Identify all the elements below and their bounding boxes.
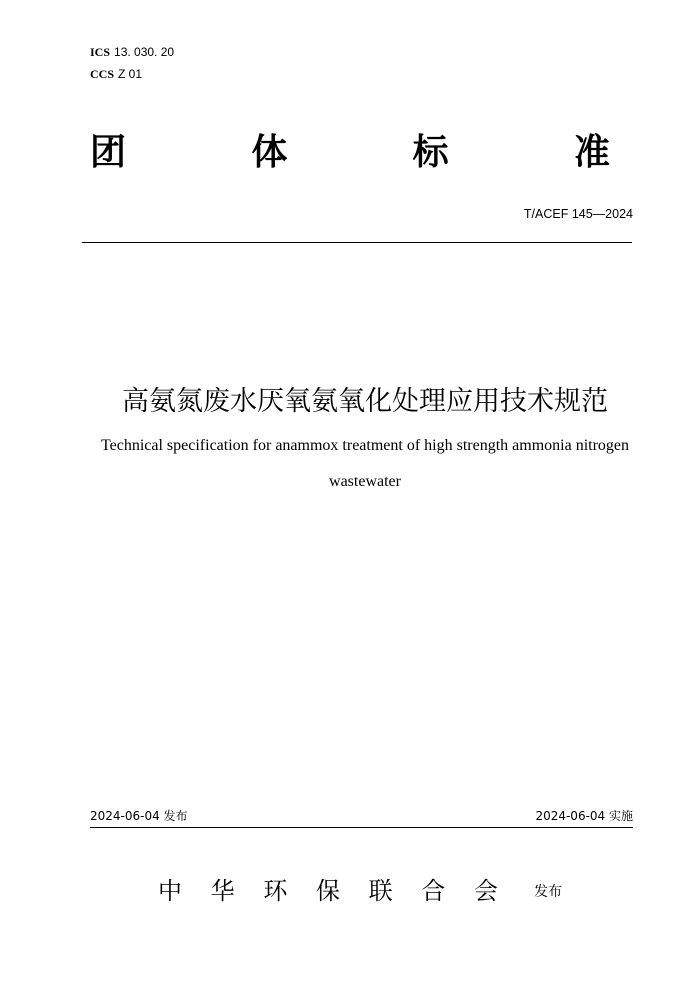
standard-type-char: 体 [251,132,288,173]
ics-label: ICS [90,45,111,59]
publisher-char: 华 [210,877,235,905]
standard-type-char: 标 [412,132,449,173]
publisher-char: 合 [421,877,446,905]
title-english-line2: wastewater [329,473,401,490]
publish-date: 2024-06-04 发布 [90,809,188,823]
top-divider [82,242,632,243]
publisher-char: 保 [315,877,340,905]
publisher-name [158,874,498,908]
ccs-value: Z 01 [118,67,143,81]
standard-number: T/ACEF 145—2024 [523,207,633,221]
ccs-code [90,67,142,81]
publisher-char: 会 [473,877,498,905]
title-english-line1: Technical specification for anammox treatment of high strength ammonia nitrogen [100,437,630,454]
ics-value: 13. 030. 20 [114,45,175,59]
title-chinese: 高氨氮废水厌氧氨氧化处理应用技术规范 [122,386,608,417]
standard-type-heading [90,130,610,180]
ics-code [90,45,174,59]
publisher-char: 联 [368,877,393,905]
publisher-char: 中 [158,877,182,905]
ccs-label: CCS [90,67,115,81]
publisher-char: 环 [263,877,288,905]
implement-date: 2024-06-04 实施 [535,809,633,823]
standard-type-char: 准 [573,132,610,173]
publisher-suffix: 发布 [534,884,562,900]
bottom-divider [90,827,633,828]
standard-type-char: 团 [90,132,127,173]
